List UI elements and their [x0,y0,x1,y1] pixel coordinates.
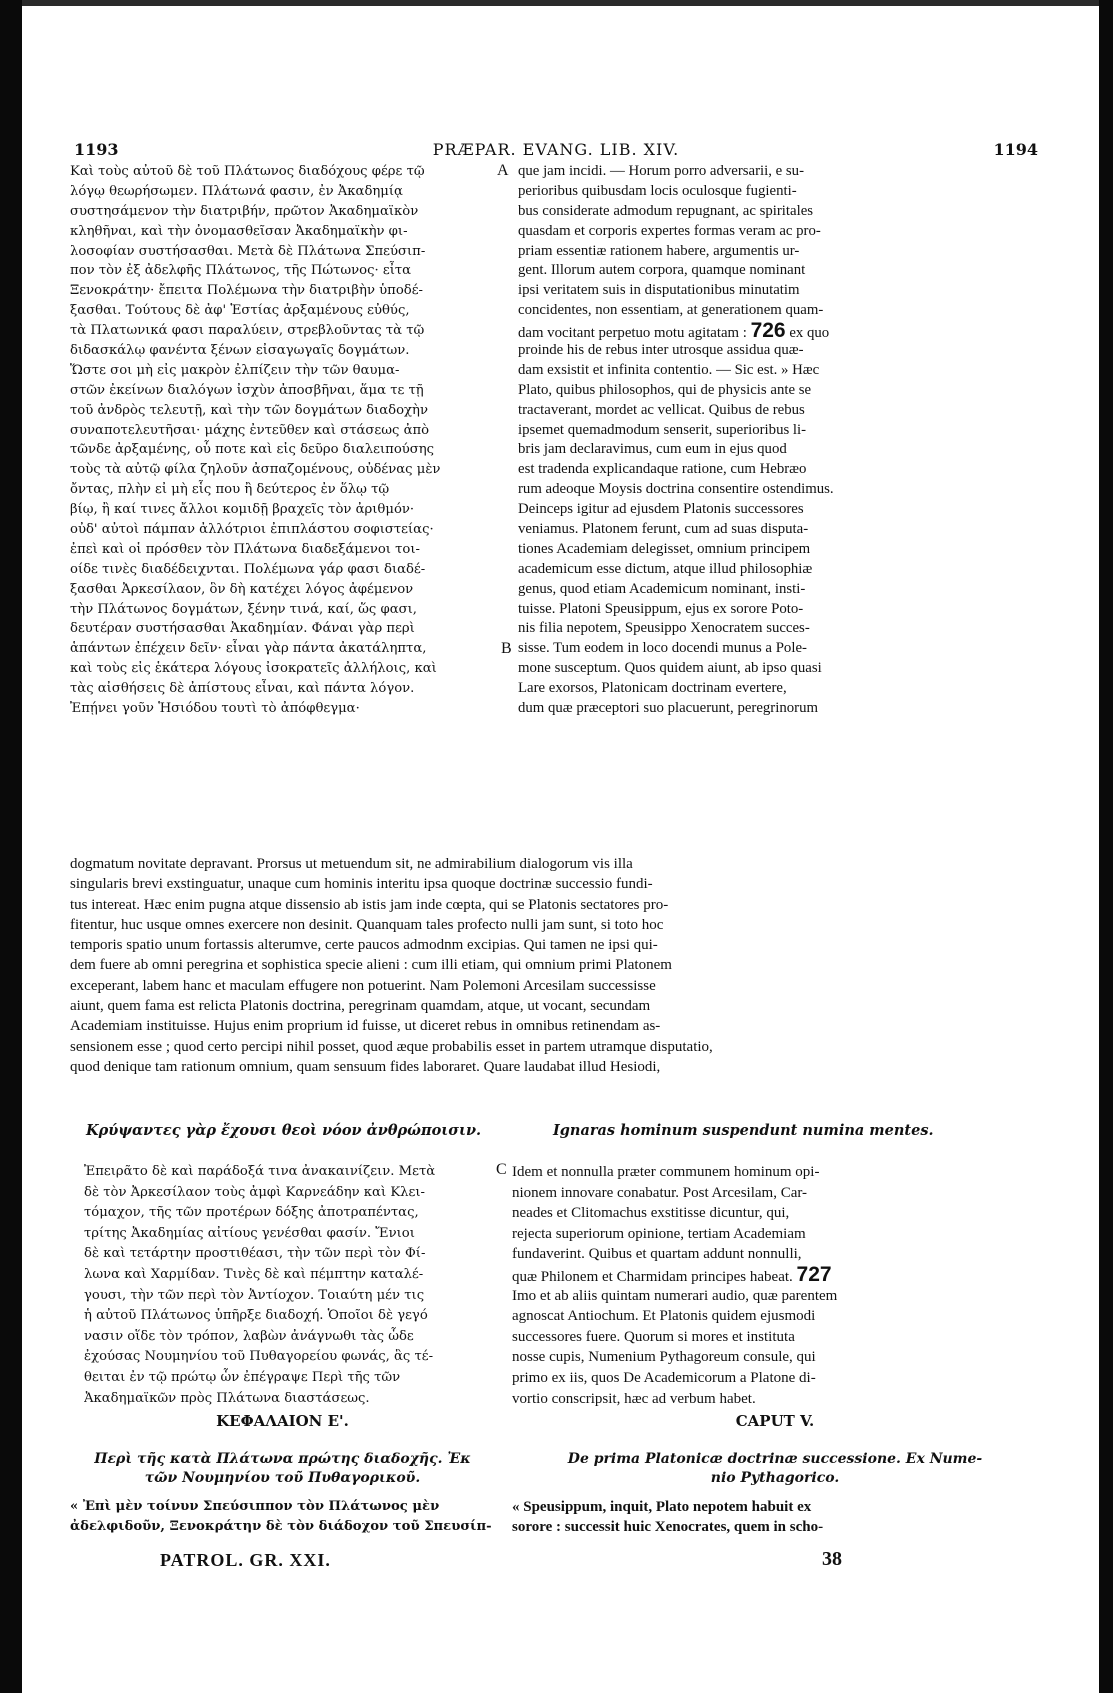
latin-text-line: quæ Philonem et Charmidam principes habeat. 727 [512,1264,832,1286]
latin-text-line: agnoscat Antiochum. Et Platonis quidem ejusmodi [512,1308,816,1325]
latin-text-line: Deinceps igitur ad ejusdem Platonis successores [518,501,804,518]
margin-marker-a: A [497,162,509,179]
greek-text-line: τρίτης Ἀκαδημίας αἰτίους γενέσθαι φασίν. Ἔνιοι [84,1225,415,1241]
page-number-right: 1194 [993,140,1038,159]
latin-text-line: primo ex iis, quos De Academicorum a Platone di- [512,1369,816,1386]
greek-column-2 [84,1162,494,1409]
latin-text-line: dam exsistit et infinita contentio. — Sic est. » Hæc [518,361,820,378]
margin-marker-c: C [496,1161,507,1178]
latin-text-line: tuisse. Platoni Speusippum, ejus ex sorore Poto- [518,600,804,617]
greek-text-line: Ὥστε σοι μὴ εἰς μακρὸν ἐλπίζειν τὴν τῶν θαυμα- [70,362,400,378]
latin-text-line: gent. Illorum autem corpora, quamque nominant [518,262,806,279]
latin-text-line: ipsi veritatem suis in disputationibus minutatim [518,282,800,299]
chapter-subtitle-greek [70,1450,495,1488]
footer-signature-number: 38 [822,1548,842,1570]
greek-text-line: συστησάμενον τὴν διατριβήν, πρῶτον Ἀκαδημαϊκὸν [70,203,419,219]
greek-text-line: « Ἐπὶ μὲν τοίνυν Σπεύσιππον τὸν Πλάτωνος μὲν [70,1499,440,1514]
latin-text-line: mone susceptum. Quos quidem aiunt, ab ipso quasi [518,660,822,677]
latin-text-line: perioribus quibusdam locis oculosque fugienti- [518,182,797,199]
column-number-727: 727 [796,1264,832,1286]
latin-text-line: aiunt, quem fama est relicta Platonis doctrina, peregrinam quamdam, atque, ut vocant, secundam [70,998,651,1015]
subtitle-line: nio Pythagorico. [710,1470,840,1486]
running-title: PRÆPAR. EVANG. LIB. XIV. [432,140,680,159]
latin-text-line: bris jam declaravimus, cum eum in ejus quod [518,441,787,458]
greek-text-line: τοὺς τὰ αὐτῷ φίλα ζηλοῦν ἀσπαζομένους, οὐδένας μὲν [70,462,441,478]
footer-volume-label: PATROL. GR. XXI. [160,1550,331,1570]
latin-text-line: dogmatum novitate depravant. Prorsus ut metuendum sit, ne admirabilium dialogorum vis illa [70,856,633,872]
page-header [74,140,1038,162]
subtitle-line: De prima Platonicæ doctrinæ successione. Ex Nume- [567,1451,983,1467]
greek-text-line: τοῦ ἀνδρὸς τελευτῇ, καὶ τὴν τῶν δογμάτων διαδοχὴν [70,402,428,418]
latin-column-1 [518,162,1038,719]
greek-text-line: καὶ τοὺς εἰς ἑκάτερα λόγους ἰσοκρατεῖς ἀλλήλοις, καὶ [70,661,437,677]
latin-text-line: tus intereat. Hæc enim pugna atque dissensio ab istis jam inde cœpta, qui se Platonis sectatores pro- [70,896,669,913]
latin-text-line: Plato, quibus philosophos, qui de physicis ante se [518,381,812,398]
greek-text-line: οίδε τινὲς διαδέδειχνται. Πολέμωνα γάρ φασι διαδέ- [70,561,426,577]
greek-text-line: τὴν Πλάτωνος δογμάτων, ξένην τινά, καί, ὥς φασι, [70,601,417,617]
scan-edge-right [1099,0,1113,1693]
greek-text-line: τὰ Πλατωνικά φασι παραλύειν, στρεβλοῦντας τὰ τῷ [70,323,425,339]
latin-text-line: Lare exorsos, Platonicam doctrinam evertere, [518,680,787,697]
latin-text-line: quasdam et corporis expertes formas veram ac pro- [518,222,821,239]
column-number-726: 726 [750,321,786,342]
latin-text-line: quod denique tam rationum omnium, quam sensuum fides laboraret. Quare laudabat illud Hesiodi, [70,1058,661,1075]
latin-text-line: fundaverint. Quibus et quartam addunt nonnulli, [512,1246,802,1263]
page-number-left: 1193 [74,140,119,159]
latin-column-2 [512,1162,1038,1409]
latin-text-line: singularis brevi exstinguatur, unaque cum hominis interitu ipsa quoque doctrinæ successio fundi- [70,876,653,893]
full-width-latin-text [70,854,1038,1077]
latin-text-line: nionem innovare conabatur. Post Arcesilam, Car- [512,1184,808,1201]
latin-text-line: sensionem esse ; quod certo percipi nihil posset, quod æque probabilis esset in partem utramque disputatio, [70,1038,713,1055]
subtitle-line: τῶν Νουμηνίου τοῦ Πυθαγορικοῦ. [144,1470,421,1486]
greek-text-line: στῶν ἐκείνων διαλόγων ἰσχὺν ἀποσβῆναι, ἅμα τε τῇ [70,382,424,398]
latin-text-line: Academiam instituisse. Hujus enim proprium id fuisse, ut diceret rebus in omnibus retinendam as- [70,1018,661,1035]
greek-text-line: ἁπάντων ἐπέχειν δεῖν· εἶναι γὰρ πάντα ἀκατάληπτα, [70,641,427,657]
greek-text-line: ἐπεὶ καὶ οἱ πρόσθεν τὸν Πλάτωνα διαδεξάμενοι τοι- [70,541,421,557]
greek-text-line: λωνα καὶ Χαρμίδαν. Τινὲς δὲ καὶ πέμπτην καταλέ- [84,1266,424,1282]
latin-text-line: exceperant, labem hanc et maculam effugere non potuerint. Nam Polemoni Arcesilam successisse [70,977,656,994]
latin-text-line: rejecta superiorum opinione, tertiam Academiam [512,1225,806,1242]
greek-text-line: γουσι, τὴν τῶν περὶ τὸν Ἀντίοχον. Τοιαύτη μέν τις [84,1287,425,1303]
greek-text-line: τὰς αἰσθήσεις δὲ ἀπίστους εἶναι, καὶ πάντα λόγον. [70,681,415,697]
greek-text-line: τῶνδε ἀρξαμένης, οὗ ποτε καὶ εἰς δεῦρο διαλειπούσης [70,442,435,458]
latin-text-line: tractaverant, mordet ac vellicat. Quibus de rebus [518,401,805,418]
latin-text-line: priam essentiæ rationem habere, argumentis ur- [518,242,800,259]
greek-text-line: ἐχούσας Νουμηνίου τοῦ Πυθαγορείου φωνάς, ἃς τέ- [84,1349,434,1365]
latin-text-line: est tradenda explicandaque ratione, cum Hebræo [518,461,807,478]
scan-edge-top [0,0,1113,6]
greek-text-line: οὐδ' αὐτοὶ πάμπαν ἀλλότριοι ἐπιπλάστου σοφιστείας· [70,522,434,538]
latin-text-line: dem fuere ab omni peregrina et sophistica specie alieni : cum illi etiam, qui omnium primi Platonem [70,957,672,974]
greek-text-line: νασιν οἵδε τὸν τρόπον, λαβὼν ἀνάγνωθι τὰς ὧδε [84,1328,414,1344]
greek-column-3 [70,1497,495,1537]
greek-text-line: λόγῳ θεωρήσωμεν. Πλάτωνά φασιν, ἐν Ἀκαδημίᾳ [70,183,403,199]
latin-text-line: temporis spatio unum fortassis alterumve, certe paucos admodnm excipias. Qui tamen ne ipsi qui- [70,937,658,954]
greek-text-line: δὲ καὶ τετάρτην προστιθέασι, τὴν τῶν περὶ τὸν Φί- [84,1246,426,1262]
greek-text-line: θειται ἐν τῷ πρώτῳ ὧν ἐπέγραψε Περὶ τῆς τῶν [84,1369,401,1385]
greek-text-line: ὄντας, πλὴν εἰ μὴ εἷς που ἢ δεύτερος ἐν ὅλῳ τῷ [70,482,390,498]
greek-text-line: κληθῆναι, καὶ τὴν ὀνομασθεῖσαν Ἀκαδημαϊκὴν φι- [70,223,408,239]
latin-text-fragment: ex quo [785,325,830,342]
hesiod-quote-greek: Κρύψαντες γὰρ ἔχουσι θεοὶ νόον ἀνθρώποισιν. [86,1122,482,1139]
greek-text-line: Καὶ τοὺς αὐτοῦ δὲ τοῦ Πλάτωνος διαδόχους φέρε τῷ [70,164,425,179]
latin-text-line: rum adeoque Moysis doctrina consentire ostendimus. [518,481,834,498]
latin-text-line: bus considerate admodum repugnant, ac spiritales [518,202,814,219]
greek-text-line: δὲ τὸν Ἀρκεσίλαον τοὺς ἀμφὶ Καρνεάδην καὶ Κλει- [84,1184,425,1200]
greek-text-line: Ἐπειρᾶτο δὲ καὶ παράδοξά τινα ἀνακαινίζειν. Μετὰ [84,1164,436,1179]
greek-text-line: Ξενοκράτην· ἔπειτα Πολέμωνα τὴν διατριβὴν ὑποδέ- [70,283,423,299]
latin-text-line: tiones Academiam delegisset, omnium principem [518,540,811,557]
greek-text-line: συναποτελευτῆσαι· μάχης ἐντεῦθεν καὶ στάσεως ἀπὸ [70,422,430,438]
latin-text-line: dum quæ præceptori suo placuerunt, peregrinorum [518,700,818,717]
latin-text-line: nis filia nepotem, Speusippo Xenocratem succes- [518,620,810,637]
latin-text-line: nosse cupis, Numenium Pythagoreum consule, qui [512,1349,816,1366]
latin-text-line: neades et Clitomachus exstitisse dicuntur, qui, [512,1205,790,1222]
greek-text-line: βίῳ, ἢ καί τινες ἄλλοι κομιδῇ βραχεῖς τὸν ἀριθμόν· [70,502,415,518]
latin-text-line: sorore : successit huic Xenocrates, quem in scho- [512,1519,824,1535]
greek-text-line: λοσοφίαν συστήσασθαι. Μετὰ δὲ Πλάτωνα Σπεύσιπ- [70,243,426,259]
greek-text-line: ἡ αὐτοῦ Πλάτωνος ὑπῆρξε διαδοχή. Ὁποῖοι δὲ γεγό [84,1308,428,1324]
latin-text-line: academicum esse dictum, atque illud philosophiæ [518,560,813,577]
latin-text-line: veniamus. Platonem ferunt, cum ad suas disputa- [518,521,809,538]
scan-edge-left [0,0,22,1693]
latin-text-line: proinde his de rebus inter utrosque assidua quæ- [518,342,804,359]
greek-text-line: Ἐπῄνει γοῦν Ἡσιόδου τουτὶ τὸ ἀπόφθεγμα· [70,701,360,717]
greek-column-1 [70,162,495,719]
greek-text-line: ξασθαι. Τούτους δὲ ἀφ' Ἑστίας ἀρξαμένους εὐθύς, [70,303,410,319]
latin-text-line: vortio conscripsit, hæc ad verbum habet. [512,1390,756,1407]
greek-text-line: ἀδελφιδοῦν, Ξενοκράτην δὲ τὸν διάδοχον τοῦ Σπευσίπ- [70,1519,492,1534]
latin-text-line: Imo et ab aliis quintam numerari audio, quæ parentem [512,1287,838,1304]
latin-text-line: ipsemet quemadmodum senserit, superioribus li- [518,421,807,438]
subtitle-line: Περὶ τῆς κατὰ Πλάτωνα πρώτης διαδοχῆς. Ἐκ [94,1451,471,1467]
greek-text-line: διδασκάλῳ φανέντα ξένων εἰσαγωγαῖς δογμάτων. [70,343,410,359]
latin-text-line: que jam incidi. — Horum porro adversarii, e su- [518,163,804,179]
latin-text-line: fitentur, huc usque omnes exercere non desinit. Quanquam tales profecto nulli jam sunt, si toto hoc [70,916,664,933]
greek-text-line: δευτέραν συστήσασθαι Ἀκαδημίαν. Φάναι γὰρ περὶ [70,621,415,637]
greek-text-line: ξασθαι Ἀρκεσίλαον, ὃν δὴ κατέχει λόγος ἀφέμενον [70,581,414,597]
greek-text-line: τόμαχον, τῆς τῶν προτέρων δόξης ἀποτραπέντας, [84,1205,419,1221]
greek-text-line: Ἀκαδημαϊκῶν πρὸς Πλάτωνα διαστάσεως. [84,1390,370,1406]
latin-text-line: genus, quod etiam Academicum nominant, insti- [518,580,806,597]
latin-text-line: « Speusippum, inquit, Plato nepotem habuit ex [512,1499,812,1515]
latin-text-line: dam vocitant perpetuo motu agitatam : 726 ex quo [518,321,830,342]
latin-text-line: sisse. Tum eodem in loco docendi munus a Pole- [518,640,807,657]
greek-text-line: πον τὸν ἐξ ἀδελφῆς Πλάτωνος, τῆς Πώτωνος· εἶτα [70,263,412,279]
chapter-heading-latin: CAPUT V. [735,1412,815,1430]
chapter-heading-greek: ΚΕΦΑΛΑΙΟΝ Ε'. [216,1412,349,1430]
hesiod-quote-latin: Ignaras hominum suspendunt numina mentes. [553,1122,934,1139]
chapter-subtitle-latin [512,1450,1038,1488]
latin-text-line: Idem et nonnulla præter communem hominum opi- [512,1164,820,1180]
latin-column-3 [512,1497,1038,1537]
latin-text-line: successores fuere. Quorum si mores et instituta [512,1328,795,1345]
latin-text-line: concidentes, non essentiam, at generationem quam- [518,302,824,319]
margin-marker-b: B [501,640,512,657]
